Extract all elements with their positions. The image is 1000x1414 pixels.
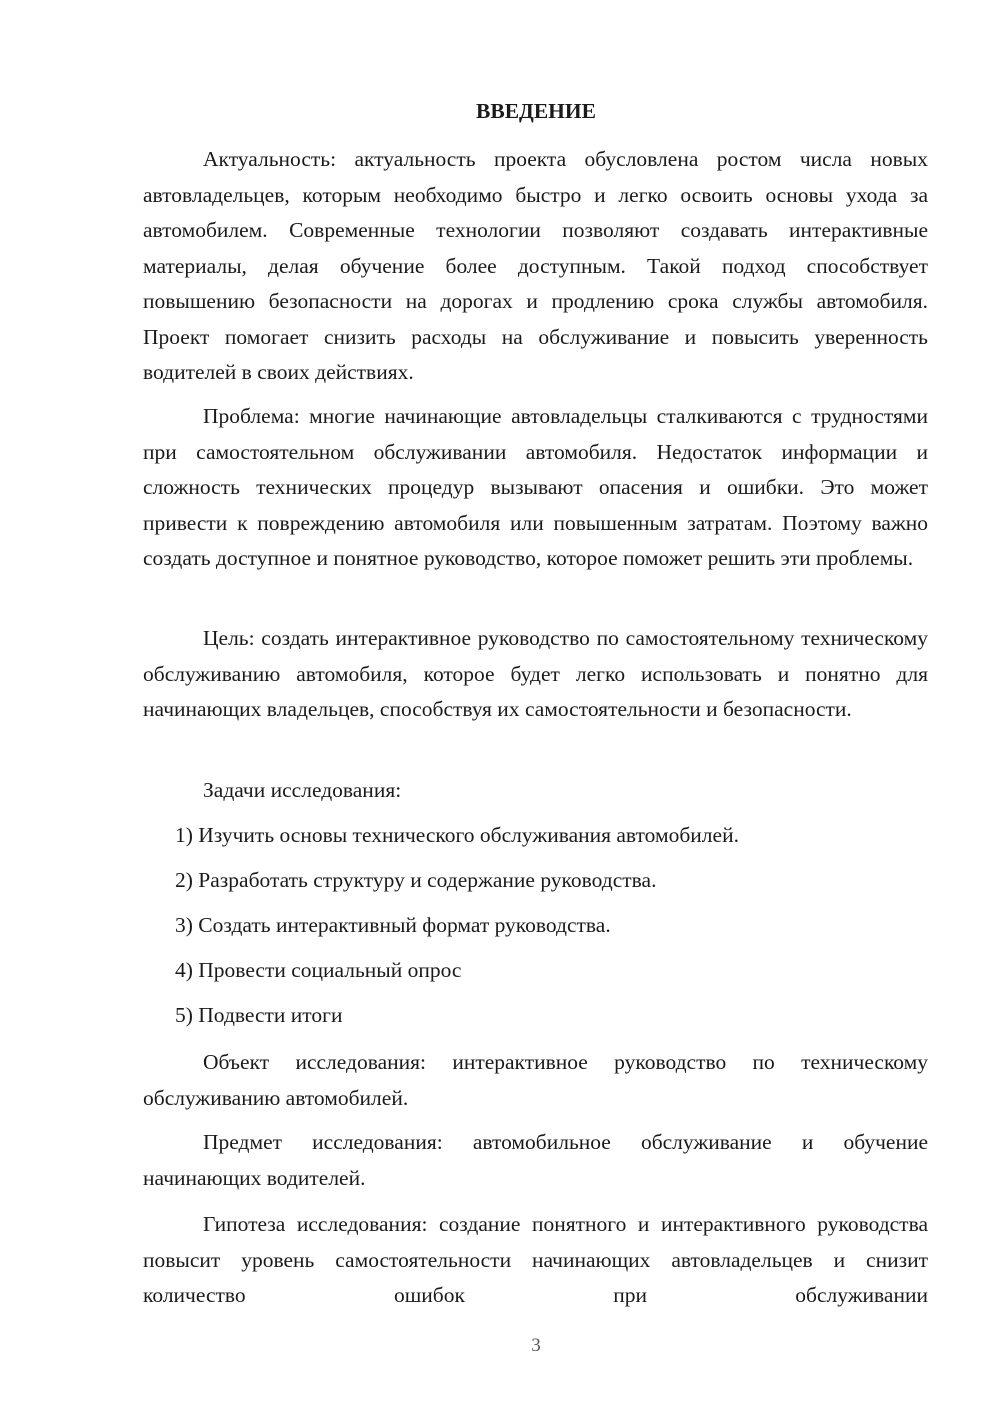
- section-title: ВВЕДЕНИЕ: [476, 99, 596, 123]
- task-item-4: 4) Провести социальный опрос: [175, 958, 462, 982]
- paragraph-object: Объект исследования: интерактивное руководство по техническому обслуживанию автомобилей.: [143, 1050, 928, 1110]
- page-number: 3: [531, 1335, 541, 1356]
- task-item-1: 1) Изучить основы технического обслуживания автомобилей.: [175, 823, 739, 847]
- paragraph-hypothesis: Гипотеза исследования: создание понятного и интерактивного руководства повысит уровень самостоятельности начинающих автовладельцев и снизит количество ошибок при обслуживании: [143, 1212, 928, 1307]
- tasks-heading: Задачи исследования:: [203, 778, 402, 802]
- paragraph-relevance: Актуальность: актуальность проекта обусловлена ростом числа новых автовладельцев, которым необходимо быстро и легко освоить основы ухода за автомобилем. Современные технологии позволяют создавать интерактивные материалы, делая обучение более доступным. Такой подход способствует повышению безопасности на дорогах и продлению срока службы автомобиля. Проект помогает снизить расходы на обслуживание и повысить уверенность водителей в своих действиях.: [143, 147, 928, 384]
- task-item-2: 2) Разработать структуру и содержание руководства.: [175, 868, 657, 892]
- paragraph-problem: Проблема: многие начинающие автовладельцы сталкиваются с трудностями при самостоятельном обслуживании автомобиля. Недостаток информации и сложность технических процедур вызывают опасения и ошибки. Это может привести к повреждению автомобиля или повышенным затратам. Поэтому важно создать доступное и понятное руководство, которое поможет решить эти проблемы.: [143, 404, 928, 570]
- paragraph-subject: Предмет исследования: автомобильное обслуживание и обучение начинающих водителей.: [143, 1130, 928, 1190]
- task-item-5: 5) Подвести итоги: [175, 1003, 343, 1027]
- paragraph-goal: Цель: создать интерактивное руководство по самостоятельному техническому обслуживанию автомобиля, которое будет легко использовать и понятно для начинающих владельцев, способствуя их самостоятельности и безопасности.: [143, 626, 928, 721]
- task-item-3: 3) Создать интерактивный формат руководства.: [175, 913, 611, 937]
